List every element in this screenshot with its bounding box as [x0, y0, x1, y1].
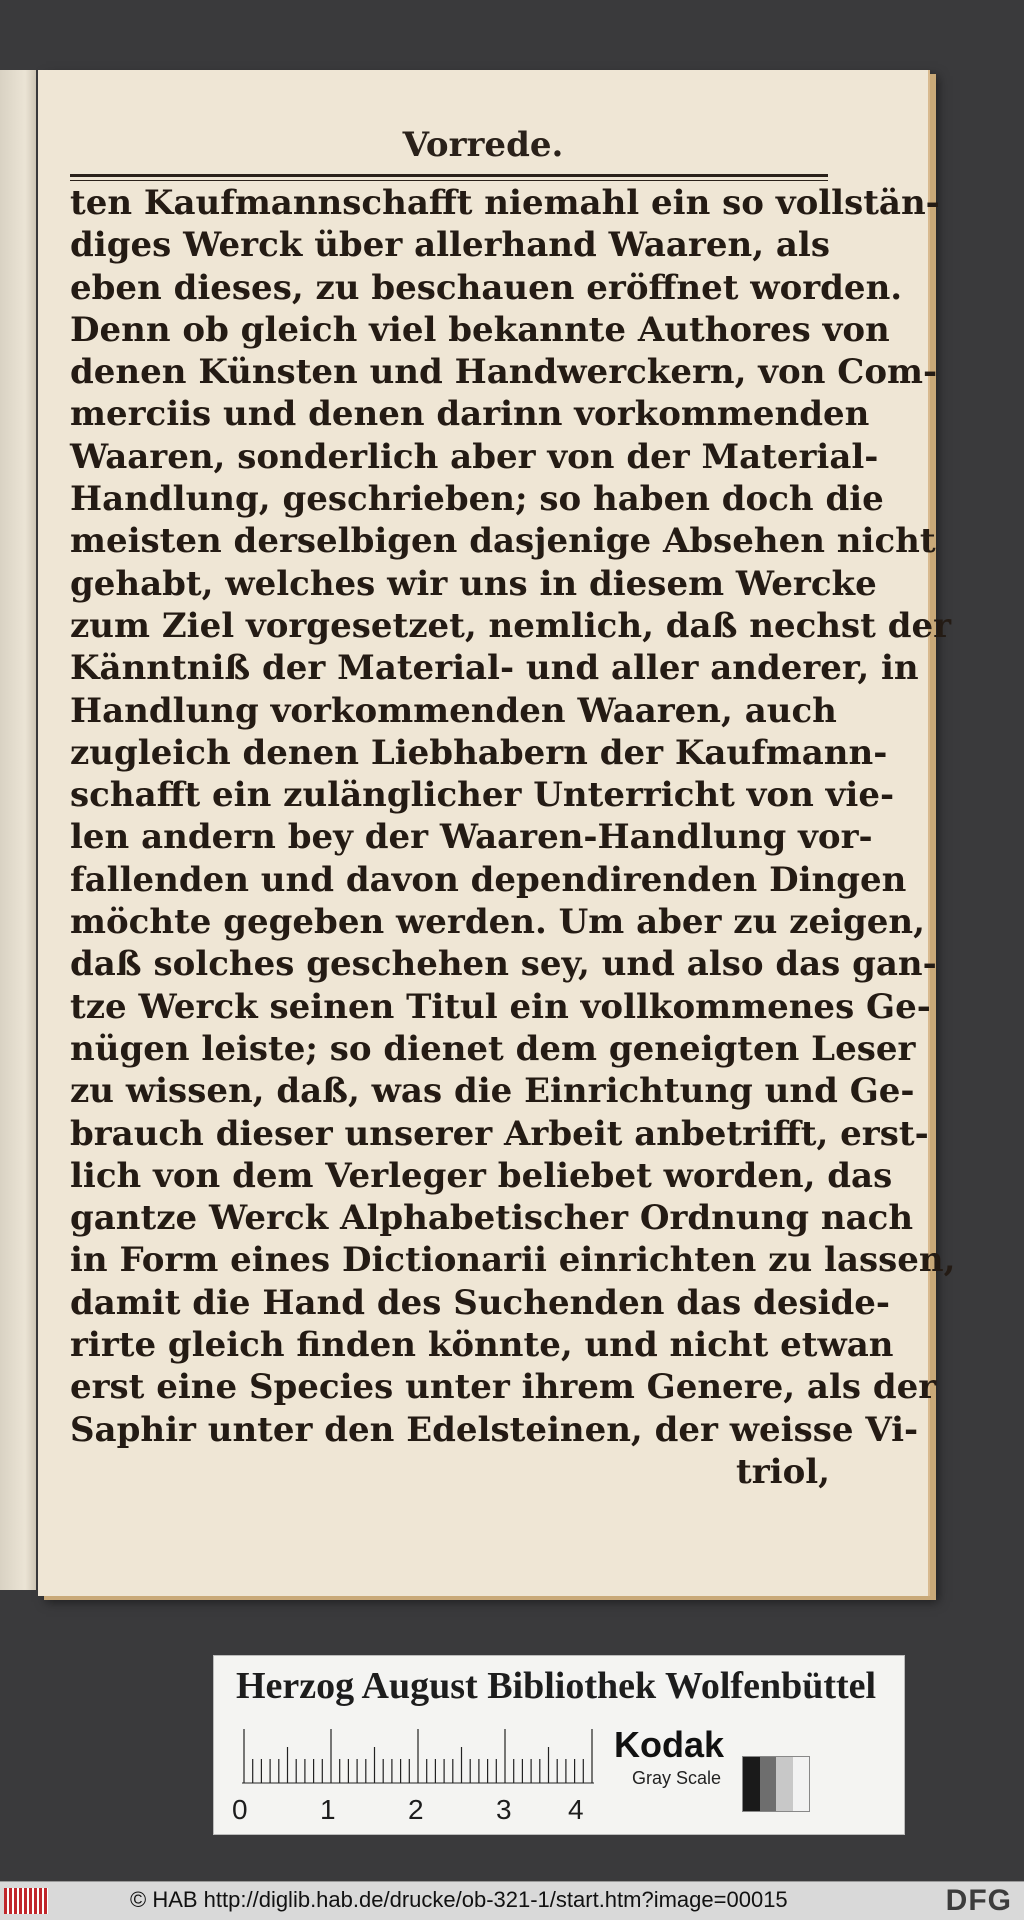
gray-scale-patches	[742, 1756, 810, 1812]
text-line: diges Werck über allerhand Waaren, als	[70, 225, 830, 266]
text-line: Handlung, geschrieben; so haben doch die	[70, 479, 884, 520]
text-line: zum Ziel vorgesetzet, nemlich, daß nechst der	[70, 605, 952, 646]
text-line: möchte gegeben werden. Um aber zu zeigen,	[70, 902, 925, 943]
text-line: lich von dem Verleger beliebet worden, das	[70, 1155, 893, 1196]
text-line: gantze Werck Alphabetischer Ordnung nach	[70, 1198, 914, 1239]
text-line: erst eine Species unter ihrem Genere, als der	[70, 1367, 937, 1408]
text-line: damit die Hand des Suchenden das deside-	[70, 1282, 891, 1323]
text-line: Känntniß der Material- und aller anderer, in	[70, 648, 919, 689]
text-line: denen Künsten und Handwerckern, von Com-	[70, 352, 938, 393]
ruler-number: 3	[496, 1794, 512, 1825]
ruler-number: 2	[408, 1794, 424, 1825]
text-line: tze Werck seinen Titul ein vollkommenes Ge-	[70, 986, 931, 1027]
ruler-number: 1	[320, 1794, 336, 1825]
text-line: daß solches geschehen sey, und also das gan-	[70, 944, 937, 985]
text-line: zu wissen, daß, was die Einrichtung und Ge-	[70, 1071, 915, 1112]
text-line: Waaren, sonderlich aber von der Material-	[70, 436, 879, 477]
book-page	[38, 70, 956, 1596]
page-header: Vorrede.	[402, 125, 564, 165]
footer-bar	[0, 1881, 1024, 1920]
gray-patch	[793, 1757, 810, 1811]
text-line: eben dieses, zu beschauen eröffnet worden.	[70, 267, 903, 308]
text-line: Handlung vorkommenden Waaren, auch	[70, 690, 837, 731]
adjacent-page-edge	[0, 70, 36, 1590]
hab-logo-icon	[4, 1888, 48, 1914]
kodak-logo: Kodak	[614, 1724, 725, 1765]
footer-copyright: © HAB http://diglib.hab.de/drucke/ob-321-1/start.htm?image=00015	[130, 1887, 788, 1912]
gray-patch	[776, 1757, 793, 1811]
ruler-number: 4	[568, 1794, 584, 1825]
ruler-ticks	[242, 1728, 594, 1784]
library-color-chart	[213, 1655, 905, 1835]
text-line: schafft ein zulänglicher Unterricht von vie-	[70, 775, 895, 816]
catchword: triol,	[736, 1451, 830, 1492]
library-name: Herzog August Bibliothek Wolfenbüttel	[236, 1665, 877, 1707]
gray-patch	[760, 1757, 777, 1811]
text-line: merciis und denen darinn vorkommenden	[70, 394, 870, 435]
text-line: gehabt, welches wir uns in diesem Wercke	[70, 563, 877, 604]
text-line: in Form eines Dictionarii einrichten zu lassen,	[70, 1240, 956, 1281]
text-line: brauch dieser unserer Arbeit anbetrifft, erst-	[70, 1113, 929, 1154]
text-line: zugleich denen Liebhabern der Kaufmann-	[70, 732, 888, 773]
header-rule	[70, 174, 828, 181]
gray-patch	[743, 1757, 760, 1811]
text-line: len andern bey der Waaren-Handlung vor-	[70, 817, 873, 858]
text-line: rirte gleich finden könnte, und nicht etwan	[70, 1325, 894, 1366]
text-line: Saphir unter den Edelsteinen, der weisse Vi-	[70, 1409, 919, 1450]
ruler	[242, 1728, 594, 1784]
text-line: fallenden und davon dependirenden Dingen	[70, 859, 907, 900]
text-line: Denn ob gleich viel bekannte Authores von	[70, 309, 890, 350]
dfg-logo: DFG	[945, 1884, 1012, 1917]
kodak-subtitle: Gray Scale	[632, 1768, 722, 1788]
text-line: ten Kaufmannschafft niemahl ein so vollstän-	[70, 183, 940, 223]
text-line: nügen leiste; so dienet dem geneigten Leser	[70, 1028, 916, 1069]
text-line: meisten derselbigen dasjenige Absehen nicht	[70, 521, 936, 562]
page-text	[70, 182, 956, 1493]
ruler-number: 0	[232, 1794, 248, 1825]
